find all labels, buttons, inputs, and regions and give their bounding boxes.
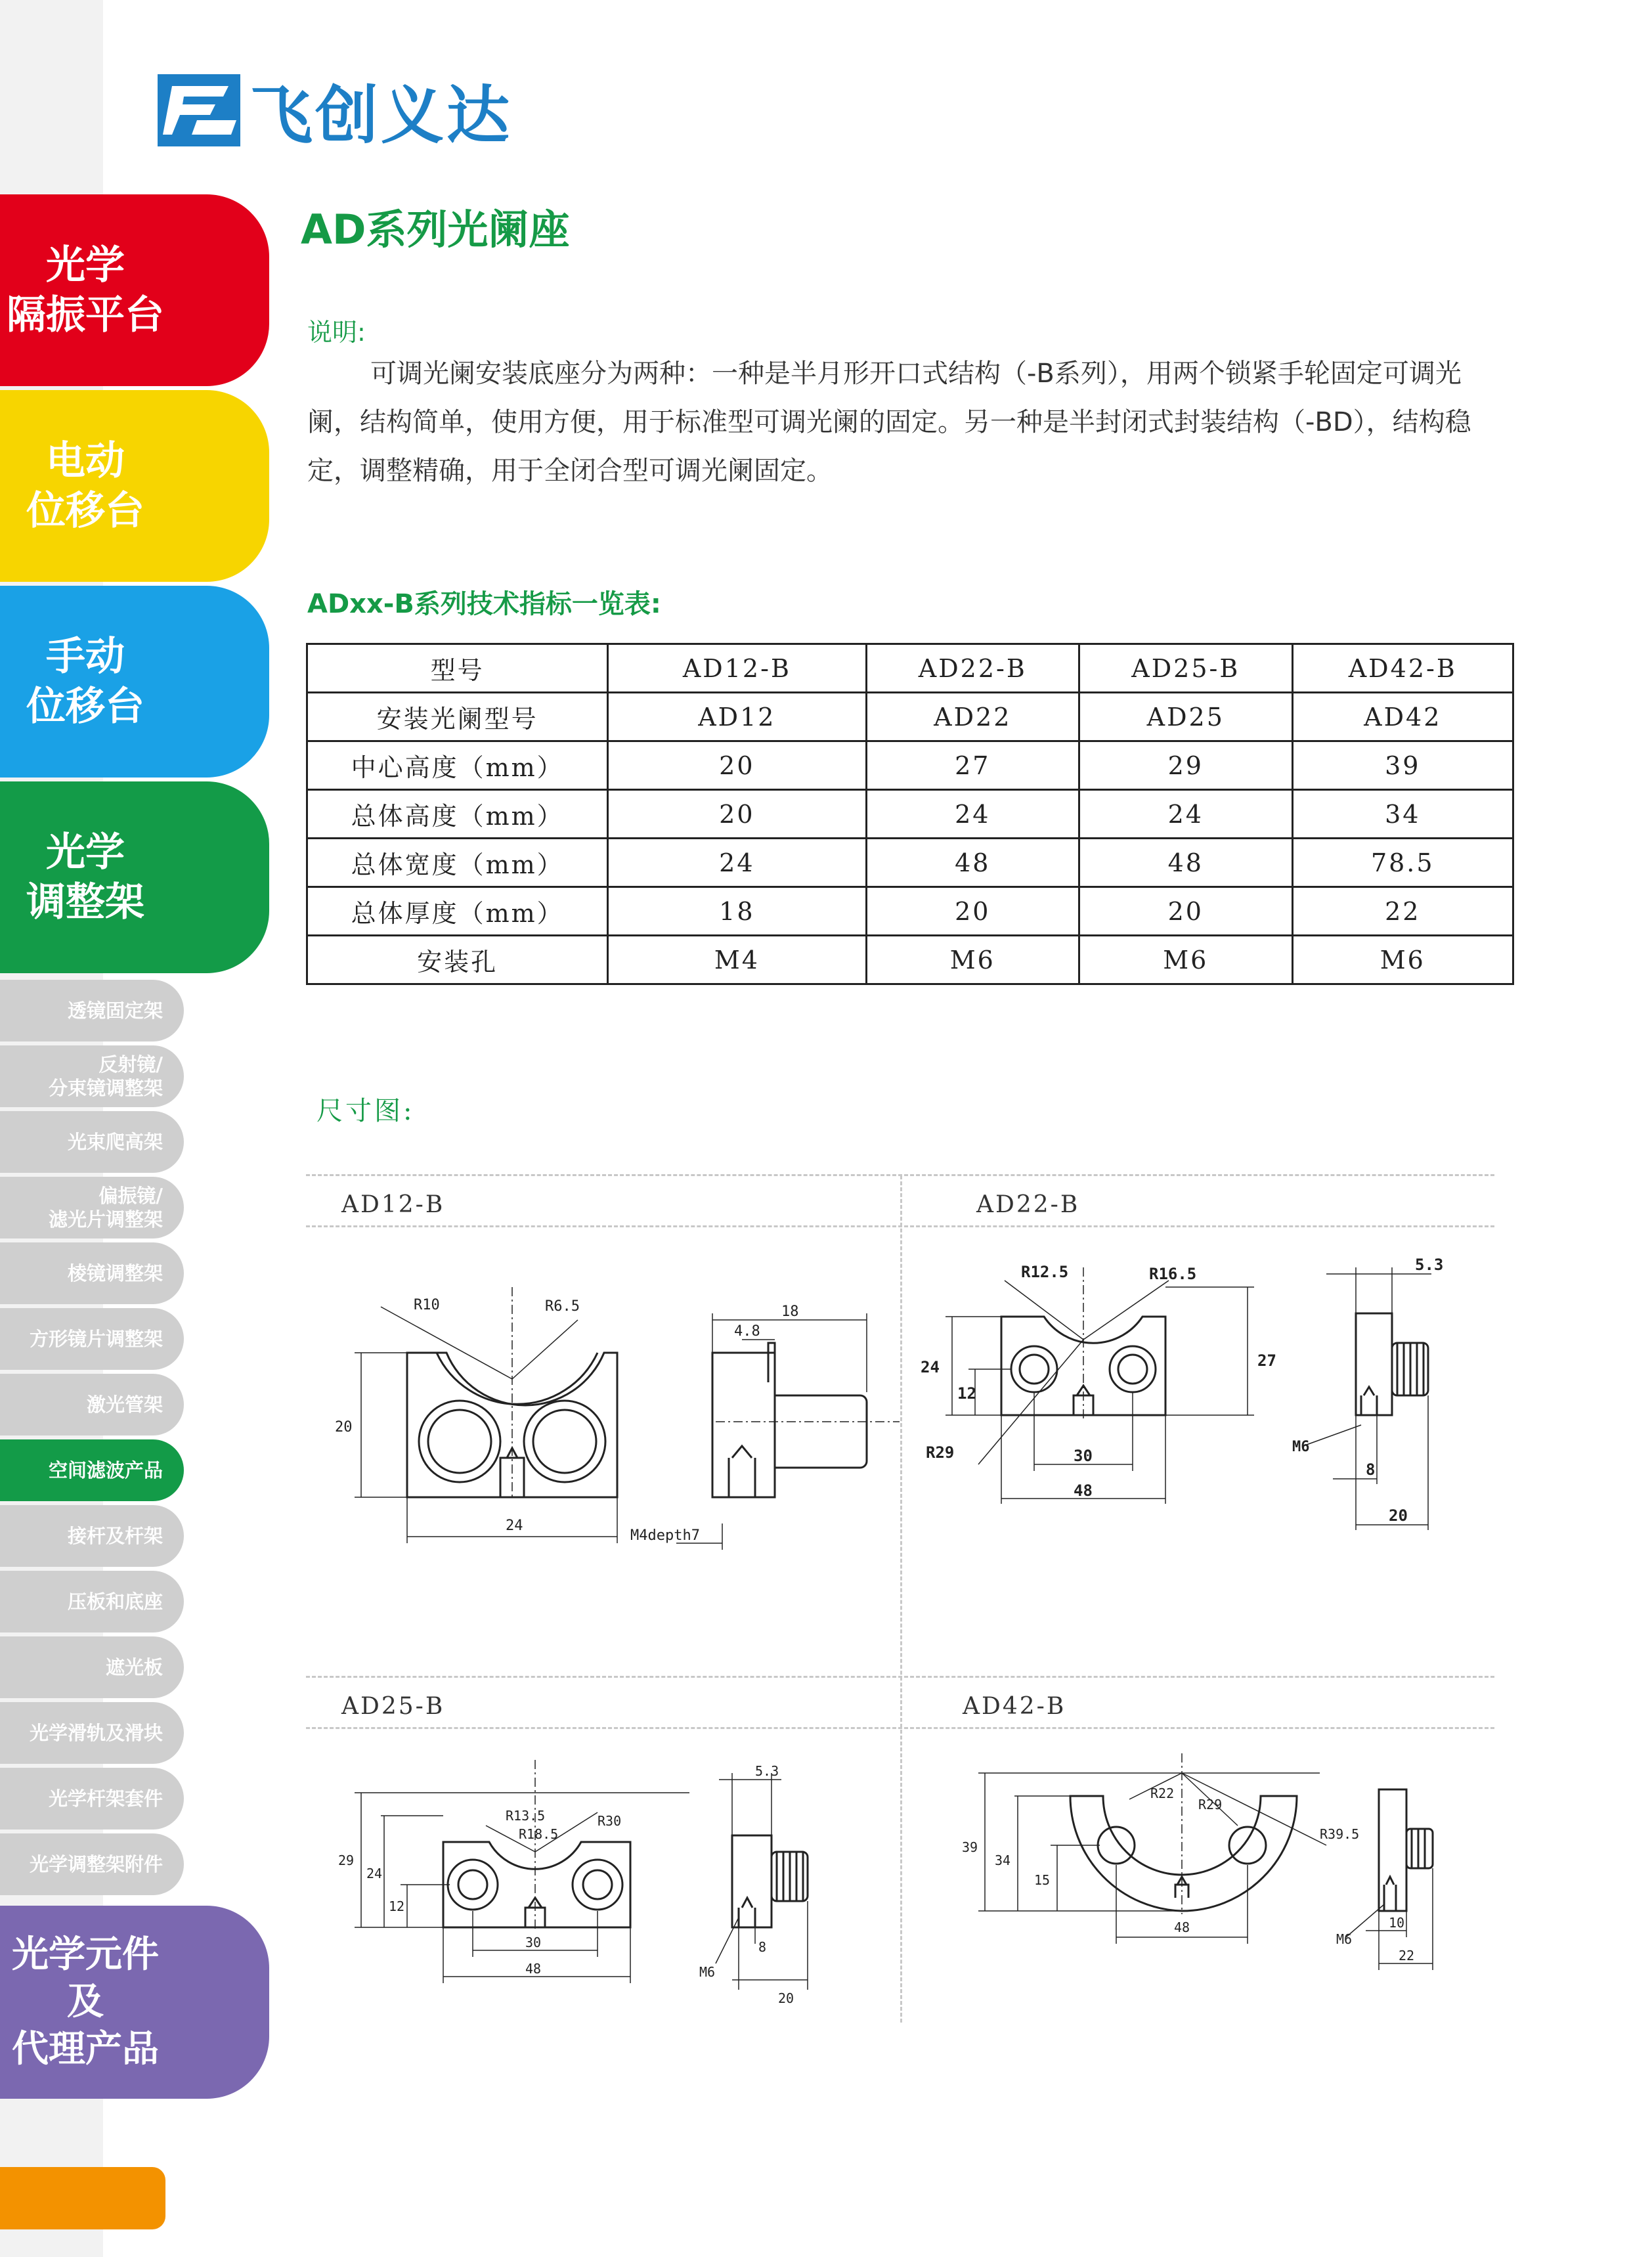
subtab-laser-tube-mount[interactable] xyxy=(0,1374,184,1435)
table-row xyxy=(307,887,1513,936)
label-width: 24 xyxy=(506,1518,523,1534)
subtab-label-2: 分束镜调整架 xyxy=(48,1077,163,1099)
row-header-cell: 总体高度（mm） xyxy=(307,790,608,839)
table-cell: AD22-B xyxy=(866,644,1079,693)
row-header-cell: 中心高度（mm） xyxy=(307,741,608,790)
subtab-rails-carriers[interactable] xyxy=(0,1702,184,1764)
table-row xyxy=(307,936,1513,984)
table-cell: AD12 xyxy=(608,693,866,741)
label-w48: 48 xyxy=(525,1961,542,1977)
note-label: 说明: xyxy=(307,318,366,347)
label-hole: M4depth7 xyxy=(630,1527,700,1544)
subtab-label: 激光管架 xyxy=(86,1393,163,1416)
subtab-post-kits[interactable] xyxy=(0,1768,184,1830)
subtab-label: 光学调整架附件 xyxy=(29,1853,163,1875)
label-d20: 20 xyxy=(1389,1506,1408,1525)
label-r39-5: R39.5 xyxy=(1320,1826,1360,1842)
tab-label-line3: 代理产品 xyxy=(12,2028,159,2071)
label-depth: 18 xyxy=(781,1304,799,1320)
table-cell: AD25-B xyxy=(1079,644,1293,693)
tab-manual-stage[interactable] xyxy=(0,586,269,778)
row-header-cell: 型号 xyxy=(307,644,608,693)
subtab-lens-mount[interactable] xyxy=(0,980,184,1041)
tab-optical-mount[interactable] xyxy=(0,781,269,973)
drawing-ad22b xyxy=(906,1248,1484,1537)
label-w48: 48 xyxy=(1174,1919,1190,1935)
tab-label-line2: 及 xyxy=(67,1981,104,2023)
subtab-square-optic-mount[interactable] xyxy=(0,1308,184,1370)
table-cell: AD22 xyxy=(866,693,1079,741)
table-cell: 20 xyxy=(1079,887,1293,936)
drawing-title: AD42-B xyxy=(963,1693,1066,1720)
brand-logo-icon xyxy=(158,74,240,146)
table-row xyxy=(307,644,1513,693)
drawing-ad12b xyxy=(322,1261,900,1615)
label-r12-5: R12.5 xyxy=(1021,1263,1069,1281)
table-cell: 34 xyxy=(1292,790,1513,839)
label-r18-5: R18.5 xyxy=(519,1826,559,1842)
tab-label-line1: 手动 xyxy=(46,634,125,680)
table-row xyxy=(307,790,1513,839)
tab-label-line1: 电动 xyxy=(46,438,125,484)
table-cell: 20 xyxy=(608,741,866,790)
label-r16-5: R16.5 xyxy=(1149,1265,1197,1283)
table-cell: M6 xyxy=(1079,936,1293,984)
label-w48: 48 xyxy=(1074,1481,1093,1500)
label-m6: M6 xyxy=(699,1964,716,1980)
label-d5-3: 5.3 xyxy=(755,1763,779,1779)
label-r6-5: R6.5 xyxy=(545,1298,580,1315)
divider xyxy=(900,1175,902,2023)
dimension-label: 尺寸图: xyxy=(316,1096,415,1126)
subtab-label: 棱镜调整架 xyxy=(67,1262,163,1284)
table-cell: 20 xyxy=(608,790,866,839)
tab-label-line1: 光学元件 xyxy=(12,1933,159,1976)
drawing-ad42b xyxy=(906,1747,1484,2023)
table-cell: 78.5 xyxy=(1292,839,1513,887)
label-h29: 29 xyxy=(338,1852,355,1868)
drawing-ad25b xyxy=(322,1747,900,2023)
label-height: 20 xyxy=(335,1419,353,1435)
label-h27: 27 xyxy=(1257,1351,1276,1370)
label-r29: R29 xyxy=(926,1443,955,1462)
subtab-label: 压板和底座 xyxy=(67,1590,163,1613)
brand-logo xyxy=(158,71,512,150)
table-row xyxy=(307,741,1513,790)
subtab-label: 光束爬高架 xyxy=(67,1131,163,1153)
label-h24: 24 xyxy=(366,1866,383,1881)
label-h12: 12 xyxy=(389,1898,405,1914)
subtab-label: 偏振镜/ xyxy=(98,1185,163,1207)
subtab-label: 反射镜/ xyxy=(98,1053,163,1076)
table-row xyxy=(307,693,1513,741)
subtab-prism-mount[interactable] xyxy=(0,1242,184,1304)
table-cell: 20 xyxy=(866,887,1079,936)
label-d10: 10 xyxy=(1389,1915,1405,1931)
subtab-mount-accessories[interactable] xyxy=(0,1833,184,1895)
row-header-cell: 总体宽度（mm） xyxy=(307,839,608,887)
subtab-posts-holders[interactable] xyxy=(0,1505,184,1567)
table-cell: 24 xyxy=(608,839,866,887)
tab-label-line2: 调整架 xyxy=(26,879,144,925)
tab-label-line2: 位移台 xyxy=(26,684,144,730)
drawing-title: AD12-B xyxy=(341,1191,445,1218)
subtab-label: 接杆及杆架 xyxy=(67,1525,163,1547)
subtab-spatial-filter[interactable] xyxy=(0,1439,184,1501)
table-cell: 24 xyxy=(1079,790,1293,839)
label-h34: 34 xyxy=(995,1852,1011,1868)
table-cell: AD42-B xyxy=(1292,644,1513,693)
row-header-cell: 总体厚度（mm） xyxy=(307,887,608,936)
label-h39: 39 xyxy=(962,1839,978,1855)
table-cell: 29 xyxy=(1079,741,1293,790)
table-title: ADxx-B系列技术指标一览表: xyxy=(307,589,661,619)
subtab-polarizer-mount[interactable] xyxy=(0,1177,184,1238)
label-d8: 8 xyxy=(1366,1460,1376,1479)
page-marker xyxy=(0,2167,165,2229)
label-w30: 30 xyxy=(1074,1447,1093,1465)
description: 可调光阑安装底座分为两种：一种是半月形开口式结构（-B系列），用两个锁紧手轮固定可调光阑，结构简单，使用方便，用于标准型可调光阑的固定。另一种是半封闭式封装结构（-BD），结构稳定，调整精确，用于全闭合型可调光阑固定。 xyxy=(307,359,1471,486)
subtab-label-2: 滤光片调整架 xyxy=(48,1208,163,1231)
tab-label-line1: 光学 xyxy=(46,242,125,288)
table-cell: 22 xyxy=(1292,887,1513,936)
drawing-title: AD25-B xyxy=(341,1693,445,1720)
brand-name: 飞创义达 xyxy=(250,78,512,152)
table-cell: AD25 xyxy=(1079,693,1293,741)
label-r22: R22 xyxy=(1150,1786,1175,1801)
subtab-label: 光学杆架套件 xyxy=(48,1787,163,1810)
table-cell: 48 xyxy=(1079,839,1293,887)
label-m6: M6 xyxy=(1292,1439,1310,1455)
label-step: 4.8 xyxy=(734,1323,760,1340)
label-h15: 15 xyxy=(1034,1872,1051,1888)
subtab-label: 光学滑轨及滑块 xyxy=(29,1722,163,1744)
label-d20: 20 xyxy=(778,1990,794,2006)
table-cell: 39 xyxy=(1292,741,1513,790)
subtab-label: 遮光板 xyxy=(105,1656,163,1678)
label-r30: R30 xyxy=(598,1813,622,1829)
subtab-label: 空间滤波产品 xyxy=(48,1459,163,1481)
tab-label-line1: 光学 xyxy=(46,829,125,875)
label-d5-3: 5.3 xyxy=(1415,1256,1444,1274)
table-cell: M6 xyxy=(1292,936,1513,984)
label-r10: R10 xyxy=(414,1297,440,1313)
subtab-clamps-bases[interactable] xyxy=(0,1571,184,1632)
label-r13-5: R13.5 xyxy=(506,1808,546,1824)
label-h12: 12 xyxy=(957,1384,976,1403)
label-m6: M6 xyxy=(1336,1931,1353,1947)
page-title: AD系列光阑座 xyxy=(301,206,570,253)
label-r29: R29 xyxy=(1198,1797,1223,1812)
table-row xyxy=(307,839,1513,887)
table-cell: AD42 xyxy=(1292,693,1513,741)
label-d22: 22 xyxy=(1399,1948,1415,1963)
label-h24: 24 xyxy=(921,1358,940,1376)
table-cell: AD12-B xyxy=(608,644,866,693)
table-cell: 27 xyxy=(866,741,1079,790)
subtab-light-shield[interactable] xyxy=(0,1636,184,1698)
table-cell: 48 xyxy=(866,839,1079,887)
tab-label-line2: 位移台 xyxy=(26,488,144,534)
subtab-label: 透镜固定架 xyxy=(67,999,163,1022)
tab-label-line2: 隔振平台 xyxy=(7,292,164,338)
subtab-label: 方形镜片调整架 xyxy=(29,1328,163,1350)
table-cell: 24 xyxy=(866,790,1079,839)
tab-optical-isolation-platform[interactable] xyxy=(0,194,269,386)
label-d8: 8 xyxy=(758,1939,767,1955)
subtab-beam-elevator[interactable] xyxy=(0,1111,184,1173)
tab-optical-components[interactable] xyxy=(0,1906,269,2099)
table-cell: 18 xyxy=(608,887,866,936)
row-header-cell: 安装光阑型号 xyxy=(307,693,608,741)
spec-table xyxy=(306,643,1514,985)
tab-motorized-stage[interactable] xyxy=(0,390,269,582)
label-w30: 30 xyxy=(525,1935,542,1950)
row-header-cell: 安装孔 xyxy=(307,936,608,984)
table-cell: M4 xyxy=(608,936,866,984)
subtab-mirror-mount[interactable] xyxy=(0,1045,184,1107)
drawing-title: AD22-B xyxy=(976,1191,1080,1218)
table-cell: M6 xyxy=(866,936,1079,984)
